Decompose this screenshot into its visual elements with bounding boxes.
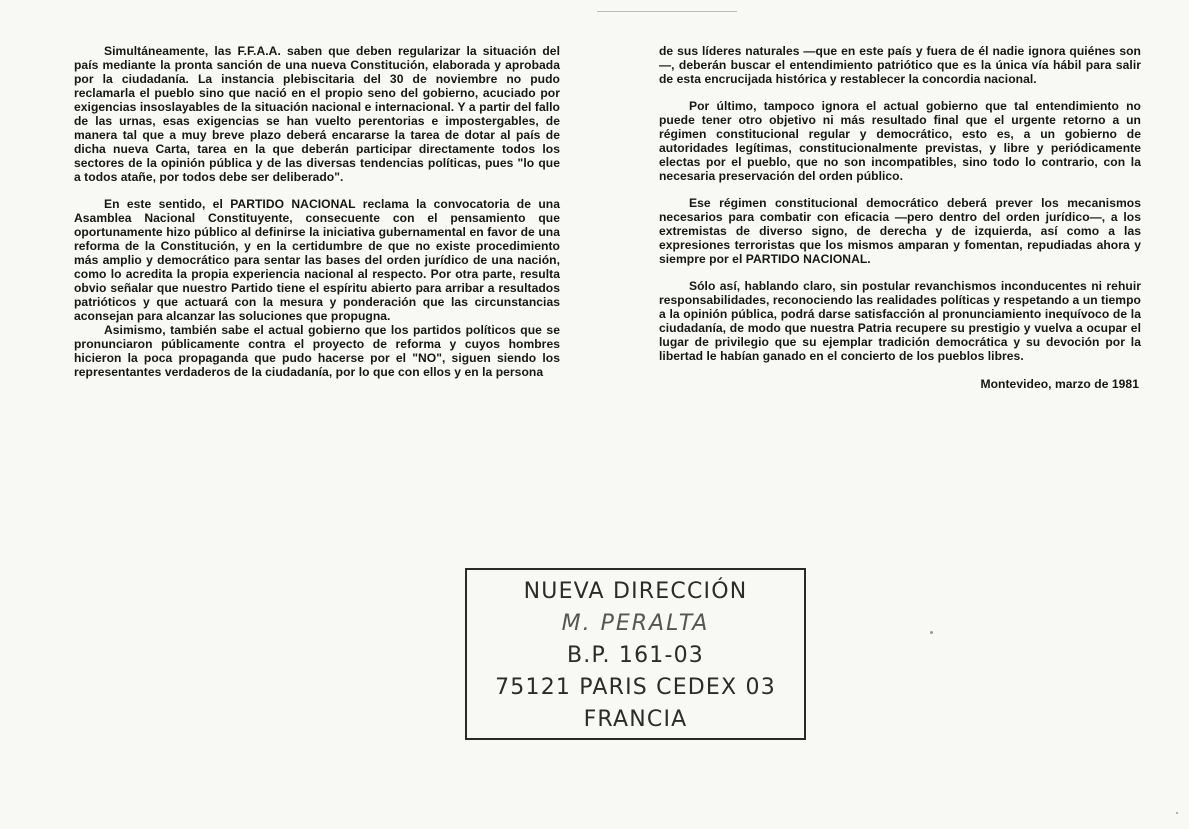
top-edge-rule bbox=[597, 11, 737, 12]
address-stamp bbox=[465, 568, 806, 740]
stamp-line-name: M. PERALTA bbox=[561, 611, 710, 636]
right-paragraph-3: Ese régimen constitucional democrático deberá prever los mecanismos necesarios para combatir con eficacia —pero dentro del orden jurídico—, a los extremistas de diverso signo, de derecha y de izquierda, así como a las expresiones terroristas que los mismos amparan y fomentan, repudiadas ahora y siempre por el PARTIDO NACIONAL. bbox=[659, 196, 1141, 266]
left-paragraph-3: Asimismo, también sabe el actual gobierno que los partidos políticos que se pronunciaron públicamente contra el proyecto de reforma y cuyos hombres hicieron la poca propaganda que pudo hacerse por el "NO", siguen siendo los representantes verdaderos de la ciudadanía, por lo que con ellos y en la persona bbox=[74, 323, 560, 379]
right-paragraph-2: Por último, tampoco ignora el actual gobierno que tal entendimiento no puede tener otro objetivo ni más resultado final que el urgente retorno a un régimen constitucional regular y democrático, esto es, a un gobierno de autoridades legítimas, constitucionalmente previstas, y libre y periódicamente electas por el pueblo, que no son incompatibles, sino todo lo contrario, con la necesaria preservación del orden público. bbox=[659, 99, 1141, 183]
left-paragraph-1: Simultáneamente, las F.F.A.A. saben que deben regularizar la situación del país mediante la pronta sanción de una nueva Constitución, elaborada y aprobada por la ciudadanía. La instancia plebiscitaria del 30 de noviembre no pudo reclamarla el pueblo sino que nació en el propio seno del gobierno, acuciado por exigencias insoslayables de la situación nacional e internacional. Y a partir del fallo de las urnas, esas exigencias se han vuelto perentorias e impostergables, de manera tal que a muy breve plazo deberá encararse la tarea de dotar al país de dicha nueva Carta, tarea en la que deberán participar directamente todos los sectores de la opinión pública y de las diversas tendencias políticas, pues "lo que a todos atañe, por todos debe ser deliberado". bbox=[74, 44, 560, 184]
right-paragraph-1: de sus líderes naturales —que en este país y fuera de él nadie ignora quiénes son—, deberán buscar el entendimiento patriótico que es la única vía hábil para salir de esta encrucijada histórica y restablecer la concordia nacional. bbox=[659, 44, 1141, 86]
left-paragraph-2: En este sentido, el PARTIDO NACIONAL reclama la convocatoria de una Asamblea Nacional Constituyente, consecuente con el pensamiento que oportunamente hizo público al definirse la iniciativa gubernamental en favor de una reforma de la Constitución, y en la certidumbre de que no existe procedimiento más amplio y democrático para sentar las bases del orden jurídico de una nación, como lo acredita la propia experiencia nacional al respecto. Por otra parte, resulta obvio señalar que nuestro Partido tiene el espíritu abierto para arribar a resultados patrióticos y que actuará con la mesura y ponderación que las circunstancias aconsejan para alcanzar las soluciones que propugna. bbox=[74, 197, 560, 323]
stamp-line-new-address: NUEVA DIRECCIÓN bbox=[523, 579, 748, 604]
right-paragraph-4: Sólo así, hablando claro, sin postular revanchismos inconducentes ni rehuir responsabilidades, reconociendo las realidades políticas y respetando a un tiempo a la opinión pública, podrá darse satisfacción al pronunciamiento inequívoco de la ciudadanía, de modo que nuestra Patria recupere su prestigio y vuelva a ocupar el lugar de privilegio que su ejemplar tradición democrática y su devoción por la libertad le habían ganado en el concierto de los pueblos libres. bbox=[659, 279, 1141, 363]
left-text-column bbox=[74, 44, 560, 379]
stamp-line-city: 75121 PARIS CEDEX 03 bbox=[495, 675, 776, 700]
scan-speck bbox=[1176, 812, 1178, 814]
signature-date-line: Montevideo, marzo de 1981 bbox=[980, 377, 1139, 391]
right-text-column bbox=[659, 44, 1141, 391]
stamp-line-po-box: B.P. 161-03 bbox=[566, 643, 705, 668]
stamp-line-country: FRANCIA bbox=[583, 707, 688, 732]
scan-speck bbox=[930, 631, 933, 634]
